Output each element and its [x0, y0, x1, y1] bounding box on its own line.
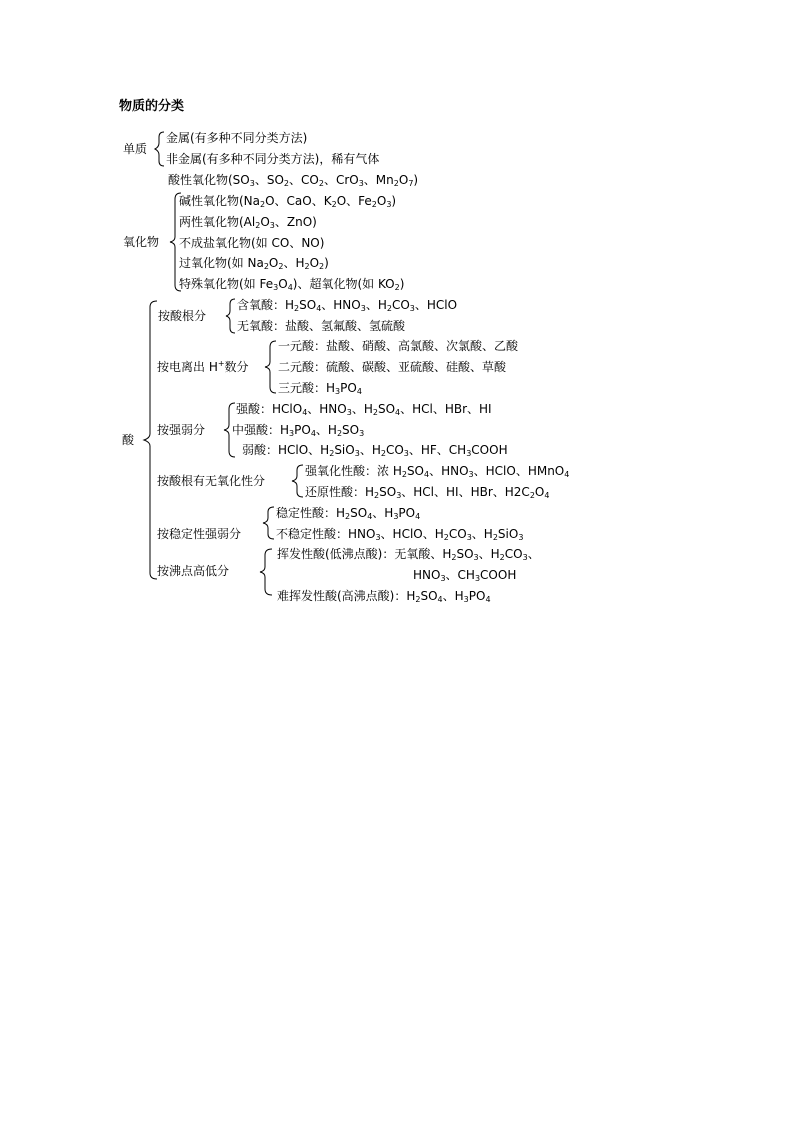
suan-g1-label: 按酸根分: [158, 309, 207, 323]
yanghuawu-item-basic: 碱性氧化物($Na_2O$、CaO、$K_2O$、$Fe_2O_3$): [179, 194, 397, 209]
suan-g2-item-diprotic: 二元酸：硫酸、碳酸、亚硫酸、硅酸、草酸: [278, 360, 507, 374]
yanghuawu-item-non-salt: 不成盐氧化物(如 CO、NO): [179, 236, 325, 250]
suan-g2-item-monoprotic: 一元酸：盐酸、硝酸、高氯酸、次氯酸、乙酸: [278, 339, 519, 353]
danzhi-item-metal: 金属(有多种不同分类方法): [166, 131, 308, 145]
suan-g4-label: 按酸根有无氧化性分: [157, 474, 266, 488]
suan-g1-item-oxyacid: 含氧酸：$H_2SO_4$、$HNO_3$、$H_2CO_3$、HClO: [237, 298, 458, 313]
danzhi-brace: [155, 132, 164, 166]
suan-g3-item-weak: 弱酸：HClO、$H_2SiO_3$、$H_2CO_3$、HF、$CH_3COOH$: [242, 443, 508, 458]
yanghuawu-item-acidic: 酸性氧化物($SO_3$、$SO_2$、$CO_2$、CrO$_3$、$Mn_2O_7$): [168, 173, 419, 188]
yanghuawu-label: 氧化物: [123, 235, 160, 249]
suan-g5-brace: [263, 507, 274, 539]
suan-label: 酸: [122, 433, 135, 447]
yanghuawu-item-amphoteric: 两性氧化物($Al_2O_3$、ZnO): [179, 215, 317, 230]
suan-g4-brace: [292, 465, 303, 497]
suan-g1-brace: [226, 299, 235, 333]
suan-g4-item-reducing: 还原性酸：$H_2SO_3$、HCl、HI、HBr、$H2C_2O_4$: [305, 485, 550, 500]
suan-g6-item-volatile: 挥发性酸(低沸点酸)：无氧酸、$H_2SO_3$、$H_2CO_3$、: [277, 547, 540, 562]
page-title: 物质的分类: [119, 99, 185, 114]
suan-g6-item-volatile-cont: $HNO_3$、$CH_3COOH$: [413, 568, 517, 583]
suan-g6-item-nonvolatile: 难挥发性酸(高沸点酸)：$H_2SO_4$、$H_3PO_4$: [277, 589, 491, 604]
yanghuawu-item-peroxide: 过氧化物(如 $Na_2O_2$、$H_2O_2$): [179, 256, 329, 271]
suan-g4-item-oxidizing: 强氧化性酸：浓 $H_2SO_4$、$HNO_3$、HClO、HMnO$_4$: [305, 464, 570, 479]
yanghuawu-item-special: 特殊氧化物(如 $Fe_3O_4$)、超氧化物(如 $KO_2$): [179, 277, 405, 292]
suan-g6-label: 按沸点高低分: [157, 564, 230, 578]
suan-g5-item-unstable: 不稳定性酸：$HNO_3$、HClO、$H_2CO_3$、$H_2SiO_3$: [276, 527, 524, 542]
suan-g3-item-strong: 强酸：HClO$_4$、$HNO_3$、$H_2SO_4$、HCl、HBr、HI: [236, 402, 492, 417]
danzhi-label: 单质: [123, 142, 148, 156]
suan-g5-label: 按稳定性强弱分: [157, 527, 242, 541]
suan-g1-item-hydracid: 无氧酸：盐酸、氢氟酸、氢硫酸: [237, 319, 406, 333]
danzhi-item-nonmetal: 非金属(有多种不同分类方法)，稀有气体: [166, 152, 380, 166]
suan-g6-brace: [260, 549, 272, 595]
suan-g2-item-triprotic: 三元酸：$H_3PO_4$: [278, 381, 362, 396]
suan-g3-label: 按强弱分: [157, 423, 206, 437]
suan-g5-item-stable: 稳定性酸：$H_2SO_4$、$H_3PO_4$: [276, 506, 421, 521]
suan-g2-label: 按电离出 H+数分: [157, 359, 249, 374]
suan-g3-item-medium: 中强酸：$H_3PO_4$、$H_2SO_3$: [232, 423, 365, 438]
suan-brace: [144, 301, 157, 579]
suan-g2-brace: [265, 341, 276, 393]
